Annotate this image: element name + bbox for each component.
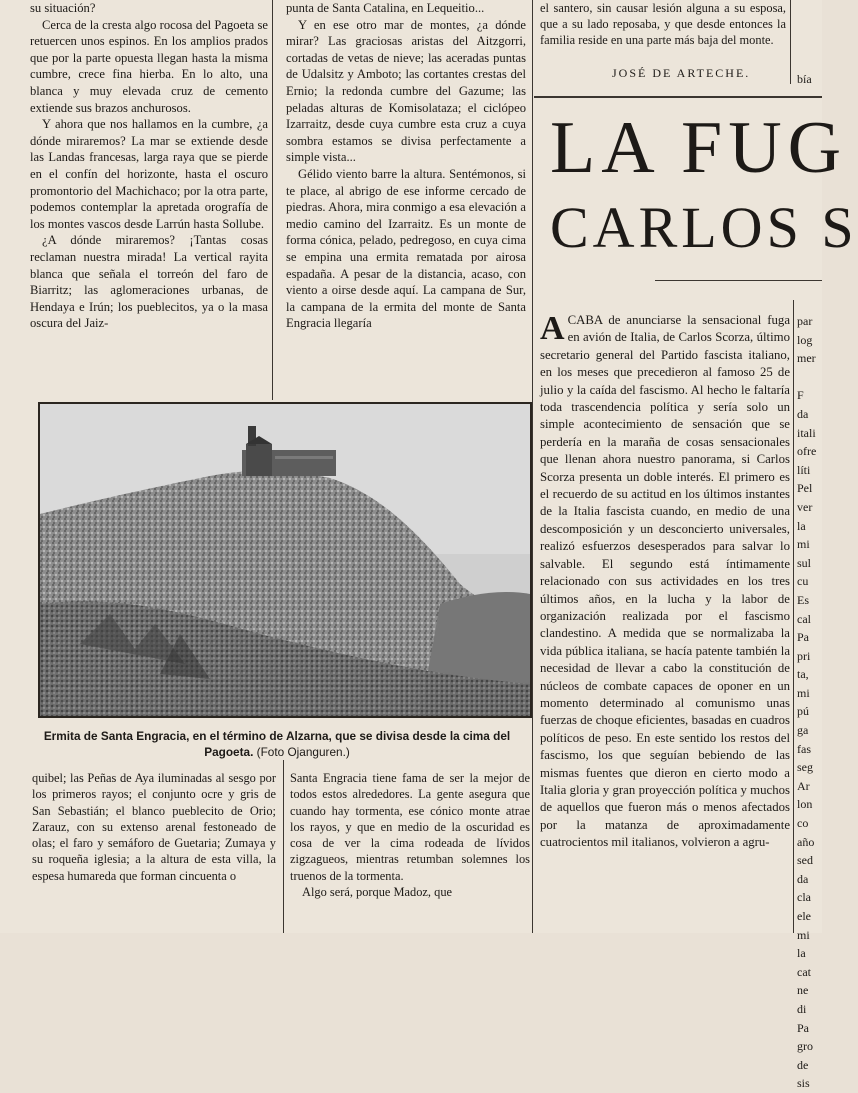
edge-fragment: da [797, 406, 809, 421]
edge-fragment: Pel [797, 481, 813, 496]
edge-fragment: Ar [797, 778, 810, 793]
caption-credit: (Foto Ojanguren.) [256, 745, 350, 759]
headline-line-2: CARLOS S [550, 195, 858, 260]
edge-fragment: líti [797, 462, 811, 477]
column-2-bottom [290, 770, 530, 900]
photo-caption [42, 728, 512, 760]
edge-fragment: mi [797, 927, 810, 942]
caption-bold: Ermita de Santa Engracia, en el término de Alzarna, que se divisa desde la cima del Pagoeta. [43, 729, 511, 759]
edge-fragment: mer [797, 351, 816, 366]
edge-fragment: mi [797, 537, 810, 552]
column-1-top [30, 0, 268, 332]
edge-fragment: la [797, 946, 806, 961]
column-1-bottom [32, 770, 276, 884]
edge-fragment: pri [797, 648, 811, 663]
paragraph: ¿A dónde miraremos? ¡Tantas cosas reclaman nuestra mirada! La vertical rayita blanca que señala el torreón del faro de Biarritz; las aglomeraciones urbanas, de Hendaya e Irún; los pueblecitos, ya o la masa oscura del Jaiz- [30, 233, 268, 331]
paragraph: el santero, sin causar lesión alguna a su esposa, que a su lado reposaba, y que desde entonces la familia reside en una parte más baja del monte. [540, 1, 786, 47]
edge-fragment: mi [797, 685, 810, 700]
edge-fragment: di [797, 1001, 807, 1016]
edge-fragment: Pa [797, 630, 809, 645]
column-rule-right [793, 300, 794, 933]
edge-top-fragment: bía [797, 72, 812, 86]
edge-fragment: la [797, 518, 806, 533]
edge-fragment: de [797, 1057, 809, 1072]
edge-fragment: Pa [797, 1020, 809, 1035]
edge-fragment: ga [797, 723, 809, 738]
paragraph: Y en ese otro mar de montes, ¿a dónde mirar? Las graciosas aristas del Aitzgorri, cortadas de vetas de nieve; las aceradas puntas de Udalsitz y Amboto; las cortantes crestas del Ernio; la redonda cumbre del Gazume; las peladas alturas de Komisolataza; el ciclópeo Izarraitz, desde cuya cumbre esta cruz a cuya sombra estamos se divisa perfectamente a simple vista... [286, 17, 526, 165]
edge-fragment: da [797, 871, 809, 886]
edge-fragment: cu [797, 574, 809, 589]
text-line: su situación? [30, 1, 96, 15]
column-3-article [540, 312, 790, 852]
edge-fragment: cat [797, 964, 811, 979]
paragraph: Y ahora que nos hallamos en la cumbre, ¿a dónde miraremos? La mar se extiende desde las Landas francesas, larga raya que se pierde en el confín del horizonte, hasta el oscuro promontorio del Machichaco; por la otra parte, podemos contemplar la apretada orografía de los montes vascos desde Larrún hasta Sollube. [30, 117, 268, 231]
edge-fragment: sis [797, 1076, 810, 1091]
edge-fragment: sul [797, 555, 812, 570]
column-rule-middle [532, 0, 533, 933]
edge-fragment [797, 368, 823, 387]
paragraph: Algo será, porque Madoz, que [302, 885, 453, 900]
edge-fragment: gro [797, 1039, 813, 1054]
edge-fragment: F [797, 388, 804, 403]
edge-fragment: ver [797, 499, 813, 514]
headline [548, 104, 858, 270]
edge-fragment: ofre [797, 444, 817, 459]
paragraph: quibel; las Peñas de Aya iluminadas al sesgo por los primeros rayos; el conjunto ocre y gris de San Sebastián; el blanco pueblecito de Orio; Zarauz, con su extenso arenal festoneado de olas; el faro y semáforo de Guetaria; Zumaya y su roqueña iglesia; a la altura de esta villa, la espesa humareda que forman cincuenta o [32, 771, 276, 883]
edge-fragment: sed [797, 853, 813, 868]
photo-illustration [40, 404, 530, 716]
headline-line-1: LA FUG [550, 107, 848, 189]
edge-fragment: lon [797, 797, 813, 812]
text-line: punta de Santa Catalina, en Lequeitio... [286, 1, 485, 15]
column-rule-left [272, 0, 273, 400]
edge-fragment: ele [797, 909, 811, 923]
edge-fragment: Es [797, 592, 809, 607]
column-rule-edge [790, 0, 791, 84]
headline-top-rule [534, 96, 822, 98]
paragraph: Cerca de la cresta algo rocosa del Pagoeta se retuercen unos espinos. En los amplios prados que por la parte opuesta llegan hasta la misma cumbre, crece fina hierba. En lo alto, una blanca y muy elevada cruz de cemento extiende sus brazos anchurosos. [30, 17, 268, 115]
drop-cap: A [540, 310, 565, 347]
edge-fragment: pú [797, 704, 809, 719]
author-signature: JOSÉ DE ARTECHE. [612, 66, 751, 80]
edge-fragment: seg [797, 760, 813, 775]
edge-fragment: ne [797, 983, 809, 998]
article-body [540, 312, 790, 852]
headline-bottom-rule [655, 280, 822, 281]
top-right-article-end [540, 0, 786, 48]
edge-fragment: par [797, 314, 813, 328]
edge-column-fragments [797, 312, 823, 1093]
edge-fragment: co [797, 816, 809, 831]
edge-fragment: ta, [797, 667, 809, 682]
paragraph: Gélido viento barre la altura. Sentémonos, si te place, al abrigo de ese informe cercado de piedras. Ahora, mira conmigo a esa elevación a medio camino del Izarraitz. Es un monte de forma cónica, pelado, pedregoso, en cuya cima se empina una ermita rematada por airosa espadaña. A pesar de la distancia, acaso, con viento a oirse desde aquí. La campana de Sur, la campana de la ermita del monte de Santa Engracia llegaría [286, 166, 526, 331]
column-2-top [286, 0, 526, 332]
paragraph: Santa Engracia tiene fama de ser la mejor de todos estos alrededores. La gente asegura que cuando hay tormenta, ese cónico monte atrae los rayos, y que en medio de la oscuridad es cosa de ver la cima rodeada de lívidos zigzagueos, mientras retumban solemnes los truenos de la tormenta. [290, 771, 530, 883]
hill-chapel-photo [38, 402, 532, 718]
edge-fragment: itali [797, 425, 816, 440]
edge-fragment: cla [797, 890, 811, 905]
article-text: CABA de anunciarse la sensacional fuga en avión de Italia, de Carlos Scorza, último secretario general del Partido fascista italiano, en los meses que precedieron al famoso 25 de julio y la caída del fascismo. Al hecho le faltaría toda trascendencia política y sería solo un simple acontecimiento de sensación que se perdería en la maraña de cosas sensacionales que llenan ahora nuestro panorama, si Carlos Scorza presenta un doble interés. El primero es el recuerdo de su actitud en los últimos instantes de la Italia fascista cuando, en medio de una descomposición y un desconcierto universales, realizó esfuerzos desesperados para salvar lo salvable. El segundo está íntimamente relacionado con sus actividades en los tres últimos años, en la lucha y la labor de organización realizada por el fascismo clandestino. A medida que se normalizaba la vida pública italiana, se hacía patente también la necesidad de llevar a cabo la constitución de núcleos de combate capaces de oponer en un momento determinado al comunismo unas fuerzas de choque eficientes, basadas en cuadros políticos de peso. En este sentido los restos del fascismo, los que seguían bebiendo de las mismas fuentes que dieron en cierto modo a Italia gloria y gran proyección política y muchos de aquellos que fueron más o menos afectados por la matanza de aproximadamente cuatrocientos mil italianos, volvieron a agru- [540, 313, 790, 850]
column-rule-bottom [283, 760, 284, 933]
edge-fragment: cal [797, 611, 811, 626]
edge-fragment: fas [797, 741, 811, 756]
edge-fragment: año [797, 834, 815, 849]
edge-fragment: log [797, 332, 813, 347]
